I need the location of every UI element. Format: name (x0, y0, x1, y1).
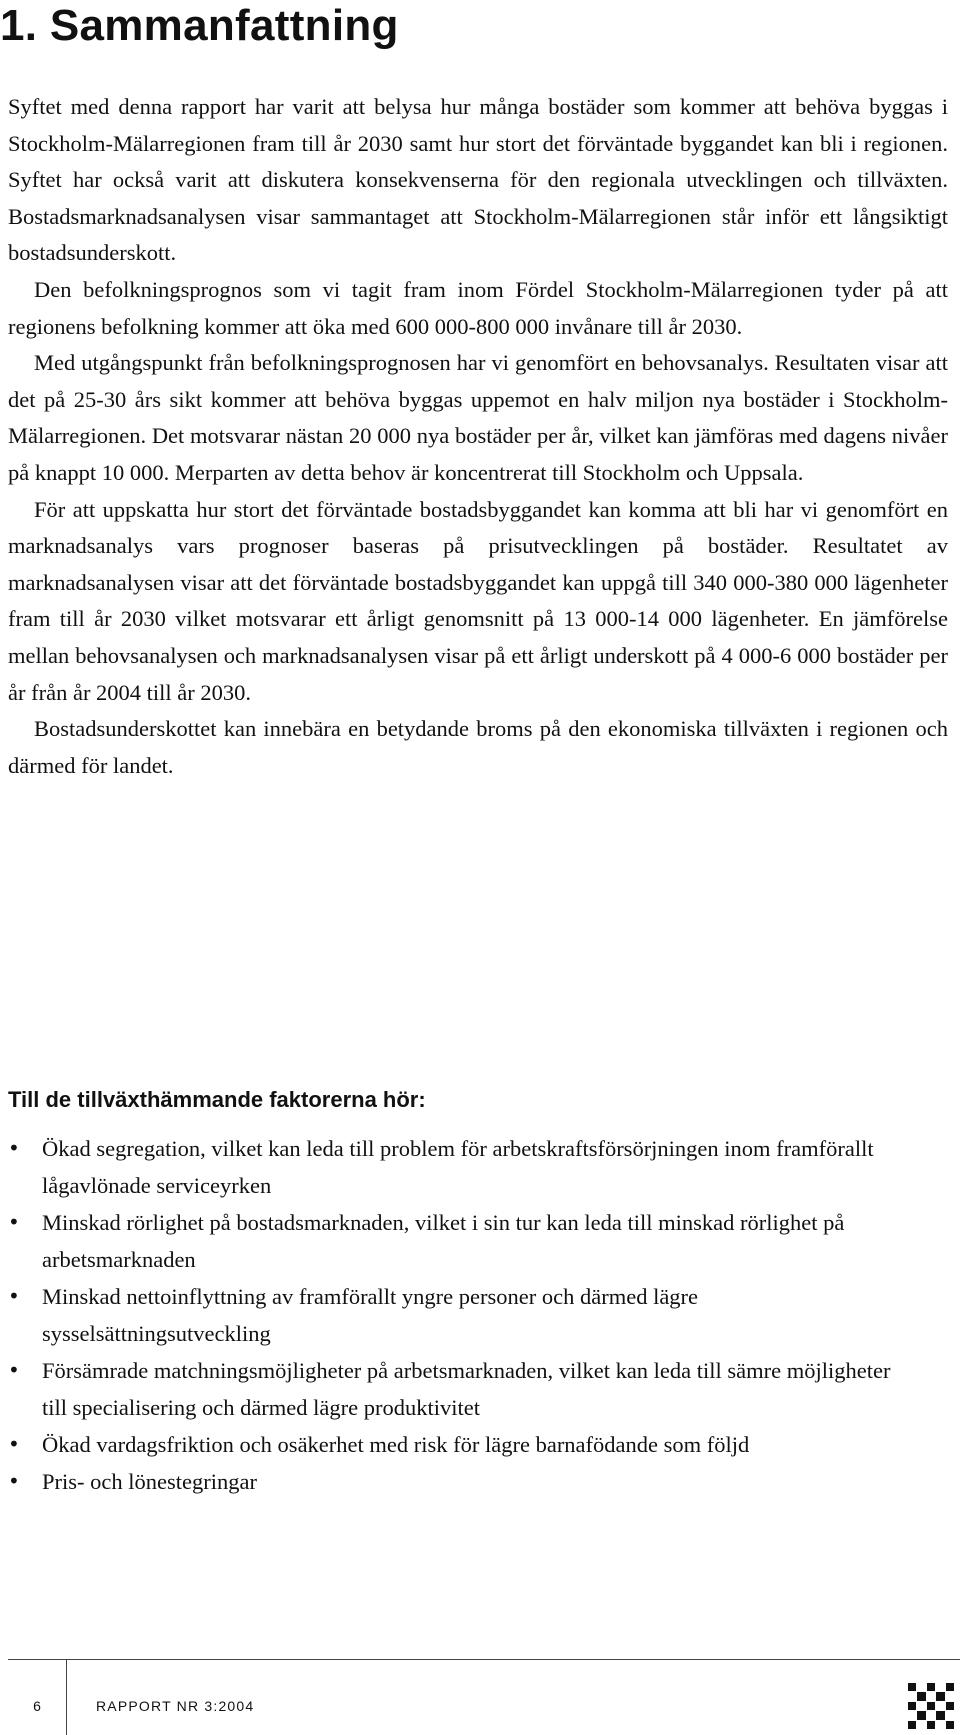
bullet-icon: • (8, 1358, 20, 1382)
list-item (8, 1204, 908, 1278)
page-number: 6 (33, 1698, 41, 1714)
list-item-text: Minskad nettoinflyttning av framförallt yngre personer och därmed lägre sysselsättningsutveckling (42, 1284, 699, 1346)
paragraph-market-analysis: För att uppskatta hur stort det förväntade bostadsbyggandet kan komma att bli har vi genomfört en marknadsanalys vars prognoser baseras på prisutvecklingen på bostäder. Resultatet av marknadsanalysen visar att det förväntade bostadsbyggandet kan uppgå till 340 000-380 000 lägenheter fram till år 2030 vilket motsvarar ett årligt genomsnitt på 13 000-14 000 lägenheter. En jämförelse mellan behovsanalysen och marknadsanalysen visar på ett årligt underskott på 4 000-6 000 bostäder per år från år 2004 till år 2030. (8, 496, 948, 705)
summary-body (8, 89, 948, 784)
bullet-icon: • (8, 1432, 20, 1456)
list-item-text: Ökad segregation, vilket kan leda till problem för arbetskraftsförsörjningen inom framförallt lågavlönade serviceyrken (42, 1136, 874, 1198)
list-item (8, 1130, 908, 1204)
bullet-icon: • (8, 1284, 20, 1308)
footer-divider (8, 1659, 960, 1660)
list-item-text: Försämrade matchningsmöjligheter på arbetsmarknaden, vilket kan leda till sämre möjligheter till specialisering och därmed lägre produktivitet (42, 1358, 891, 1420)
report-identifier: RAPPORT NR 3:2004 (96, 1698, 255, 1714)
list-item (8, 1463, 908, 1500)
paragraph-conclusion: Bostadsunderskottet kan innebära en betydande broms på den ekonomiska tillväxten i regionen och därmed för landet. (8, 716, 948, 778)
bullet-icon: • (8, 1469, 20, 1493)
bullet-icon: • (8, 1136, 20, 1160)
factors-subheading: Till de tillväxthämmande faktorerna hör: (8, 1087, 426, 1112)
factors-list (8, 1130, 908, 1500)
list-item (8, 1426, 908, 1463)
paragraph-population: Den befolkningsprognos som vi tagit fram inom Fördel Stockholm-Mälarregionen tyder på att regionens befolkning kommer att öka med 600 000-800 000 invånare till år 2030. (8, 276, 948, 339)
footer-vertical-divider (66, 1659, 67, 1735)
paragraph-needs-analysis: Med utgångspunkt från befolkningsprognosen har vi genomfört en behovsanalys. Resultaten visar att det på 25-30 års sikt kommer att behöva byggas uppemot en halv miljon nya bostäder i Stockholm-Mälarregionen. Det motsvarar nästan 20 000 nya bostäder per år, vilket kan jämföras med dagens nivåer på knappt 10 000. Merparten av detta behov är koncentrerat till Stockholm och Uppsala. (8, 350, 948, 485)
page-heading: 1. Sammanfattning (0, 1, 399, 50)
list-item-text: Ökad vardagsfriktion och osäkerhet med risk för lägre barnafödande som följd (42, 1432, 750, 1457)
list-item-text: Minskad rörlighet på bostadsmarknaden, vilket i sin tur kan leda till minskad rörlighet på arbetsmarknaden (42, 1210, 845, 1272)
list-item-text: Pris- och lönestegringar (42, 1469, 257, 1494)
list-item (8, 1352, 908, 1426)
logo-pattern-icon (908, 1683, 954, 1729)
list-item (8, 1278, 908, 1352)
paragraph-intro: Syftet med denna rapport har varit att belysa hur många bostäder som kommer att behöva byggas i Stockholm-Mälarregionen fram till år 2030 samt hur stort det förväntade byggandet kan bli i regionen. Syftet har också varit att diskutera konsekvenserna för den regionala utvecklingen och tillväxten. Bostadsmarknadsanalysen visar sammantaget att Stockholm-Mälarregionen står inför ett långsiktigt bostadsunderskott. (8, 94, 948, 266)
bullet-icon: • (8, 1210, 20, 1234)
